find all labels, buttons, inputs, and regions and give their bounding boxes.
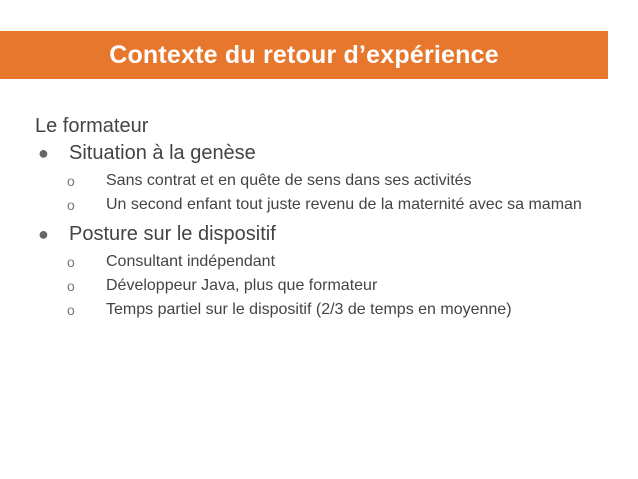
bullet-heading: Situation à la genèse: [69, 142, 256, 164]
sub-item-text: Sans contrat et en quête de sens dans ses activités: [106, 172, 472, 189]
circle-bullet-icon: o: [67, 302, 75, 318]
section-label: Le formateur: [35, 115, 149, 137]
sub-list-posture: [65, 250, 625, 322]
sub-item-text: Consultant indépendant: [106, 253, 276, 270]
sub-item-text: Un second enfant tout juste revenu de la maternité avec sa maman: [106, 196, 582, 213]
circle-bullet-icon: o: [67, 254, 75, 270]
bullet-item-posture: [35, 223, 625, 246]
bullet-dot-icon: ●: [38, 224, 49, 244]
slide-body: [35, 115, 625, 328]
sub-item-text: Développeur Java, plus que formateur: [106, 277, 378, 294]
bullet-dot-icon: ●: [38, 143, 49, 163]
sub-item: [65, 298, 625, 322]
sub-item: [65, 250, 625, 274]
slide-title: Contexte du retour d’expérience: [109, 40, 499, 69]
title-banner: [0, 31, 608, 79]
sub-list-situation: [65, 169, 625, 217]
sub-item: [65, 193, 625, 217]
sub-item: [65, 169, 625, 193]
circle-bullet-icon: o: [67, 197, 75, 213]
circle-bullet-icon: o: [67, 278, 75, 294]
sub-item: [65, 274, 625, 298]
bullet-item-situation: [35, 142, 625, 165]
bullet-heading: Posture sur le dispositif: [69, 223, 276, 245]
sub-item-text: Temps partiel sur le dispositif (2/3 de temps en moyenne): [106, 301, 512, 318]
circle-bullet-icon: o: [67, 173, 75, 189]
